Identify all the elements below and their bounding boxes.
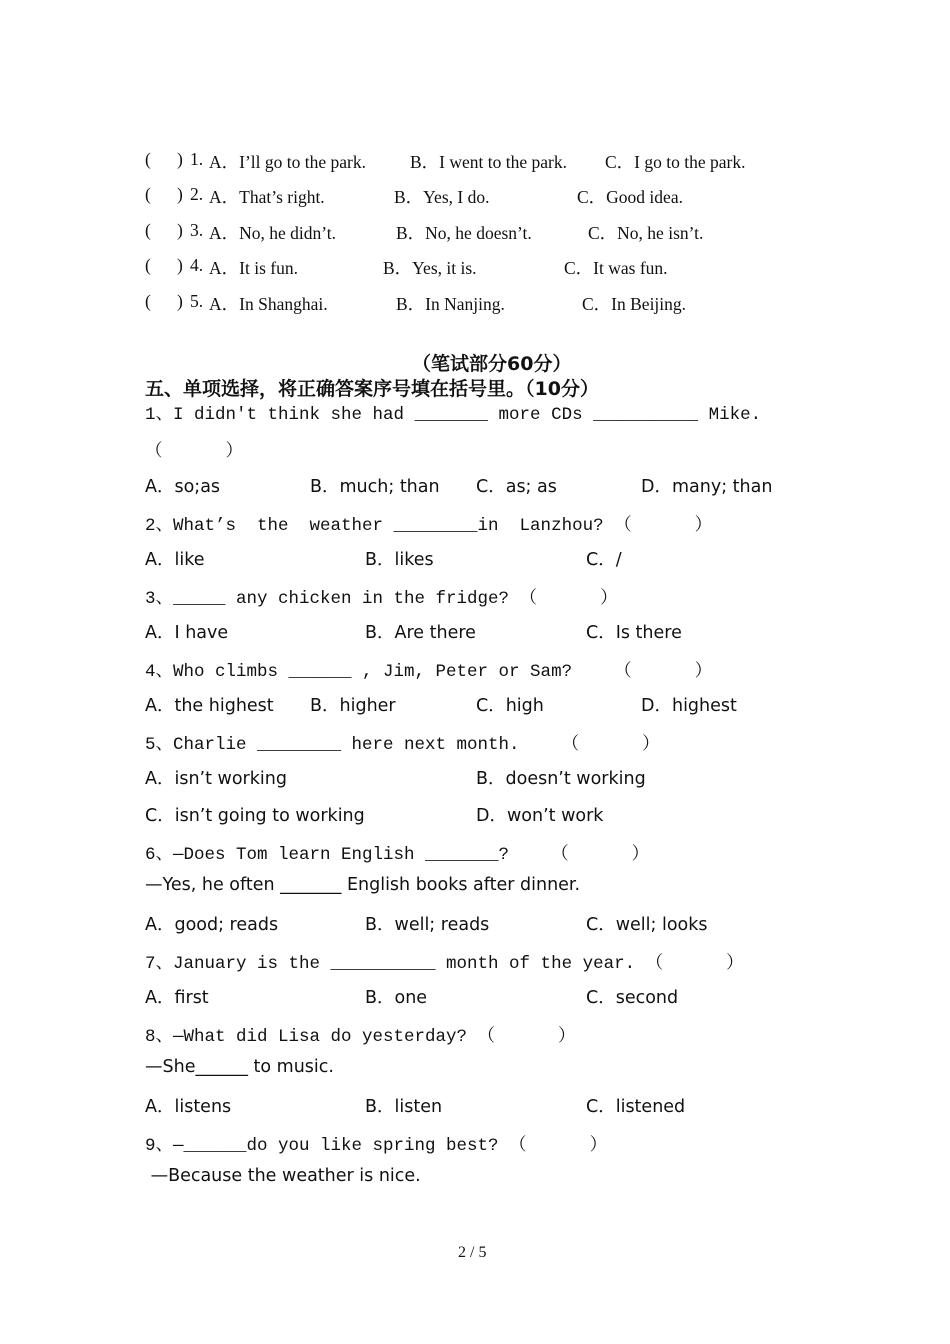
option-a: A．That’s right. <box>209 187 325 207</box>
option-b: B．one <box>365 988 428 1008</box>
dialogue-line: —Yes, he often _______ English books after dinner. <box>145 875 581 895</box>
option-b: B．I went to the park. <box>410 152 567 172</box>
option-b: B．much; than <box>310 477 440 497</box>
option-c: C．/ <box>586 550 622 570</box>
option-a: A．It is fun. <box>209 258 298 278</box>
answer-paren-open[interactable]: ( <box>145 184 151 204</box>
option-b: B．No, he doesn’t. <box>396 223 532 243</box>
answer-paren-open[interactable]: ( <box>145 291 151 311</box>
option-a: A．In Shanghai. <box>209 294 328 314</box>
answer-paren-open[interactable]: ( <box>145 255 151 275</box>
option-c: C．Is there <box>586 623 682 643</box>
option-a: A．No, he didn’t. <box>209 223 337 243</box>
question-stem: 2、What’s the weather ________in Lanzhou? （ ） <box>145 516 713 536</box>
option-c: C．In Beijing. <box>582 294 687 314</box>
option-b: B．likes <box>365 550 434 570</box>
option-c: C．Good idea. <box>577 187 683 207</box>
option-a: A．isn’t working <box>145 769 287 789</box>
answer-paren-open[interactable]: ( <box>145 149 151 169</box>
option-c: C．No, he isn’t. <box>588 223 704 243</box>
answer-paren[interactable]: （ ） <box>145 442 244 462</box>
option-a: A．good; reads <box>145 915 279 935</box>
option-a: A．so;as <box>145 477 221 497</box>
option-c: C．listened <box>586 1097 686 1117</box>
question-stem: 7、January is the __________ month of the year. （ ） <box>145 954 744 974</box>
option-a: A．the highest <box>145 696 274 716</box>
option-c: C．high <box>476 696 544 716</box>
answer-paren-close: ) <box>177 220 183 240</box>
option-c: C．as; as <box>476 477 557 497</box>
option-d: D．won’t work <box>476 806 604 826</box>
option-b: B．doesn’t working <box>476 769 646 789</box>
question-stem: 4、Who climbs ______ , Jim, Peter or Sam? （ ） <box>145 662 713 682</box>
option-a: A．listens <box>145 1097 232 1117</box>
option-b: B．higher <box>310 696 396 716</box>
option-b: B．listen <box>365 1097 443 1117</box>
option-d: D．highest <box>641 696 737 716</box>
option-d: D．many; than <box>641 477 773 497</box>
dialogue-line: —She______ to music. <box>145 1057 334 1077</box>
question-number: 4. <box>190 255 204 275</box>
answer-paren-close: ) <box>177 255 183 275</box>
question-number: 1. <box>190 149 204 169</box>
option-a: A．I’ll go to the park. <box>209 152 366 172</box>
question-stem: 6、—Does Tom learn English _______? （ ） <box>145 845 650 865</box>
option-b: B．Yes, I do. <box>394 187 490 207</box>
answer-paren-close: ) <box>177 291 183 311</box>
question-stem: 5、Charlie ________ here next month. （ ） <box>145 735 660 755</box>
option-a: A．like <box>145 550 205 570</box>
option-b: B．Yes, it is. <box>383 258 477 278</box>
dialogue-line: —Because the weather is nice. <box>145 1166 421 1186</box>
answer-paren-open[interactable]: ( <box>145 220 151 240</box>
question-number: 2. <box>190 184 204 204</box>
option-a: A．first <box>145 988 209 1008</box>
question-stem: 1、I didn't think she had _______ more CDs __________ Mike. <box>145 405 762 425</box>
option-c: C．well; looks <box>586 915 708 935</box>
section-title: 五、单项选择，将正确答案序号填在括号里。（10分） <box>145 378 599 400</box>
written-part-heading: （笔试部分60分） <box>412 353 572 375</box>
question-number: 3. <box>190 220 204 240</box>
question-stem: 3、_____ any chicken in the fridge? （ ） <box>145 589 618 609</box>
answer-paren-close: ) <box>177 149 183 169</box>
option-a: A．I have <box>145 623 229 643</box>
option-c: C．I go to the park. <box>605 152 746 172</box>
option-b: B．well; reads <box>365 915 490 935</box>
option-c: C．second <box>586 988 679 1008</box>
question-number: 5. <box>190 291 204 311</box>
question-stem: 8、—What did Lisa do yesterday? （ ） <box>145 1027 576 1047</box>
option-b: B．Are there <box>365 623 476 643</box>
option-c: C．It was fun. <box>564 258 668 278</box>
option-c: C．isn’t going to working <box>145 806 365 826</box>
option-b: B．In Nanjing. <box>396 294 505 314</box>
question-stem: 9、—______do you like spring best? （ ） <box>145 1136 608 1156</box>
answer-paren-close: ) <box>177 184 183 204</box>
page-number: 2 / 5 <box>458 1244 487 1261</box>
